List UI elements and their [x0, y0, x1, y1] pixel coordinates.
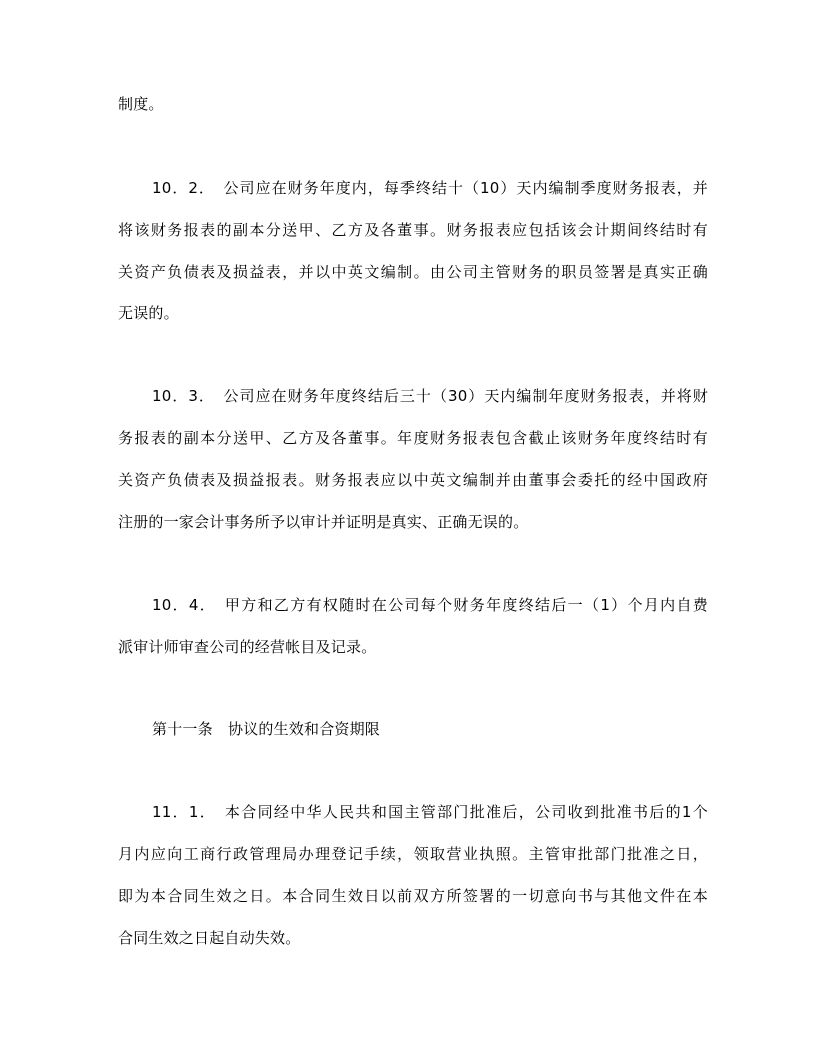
paragraph-line: 注册的一家会计事务所予以审计并证明是真实、正确无误的。: [118, 513, 529, 531]
paragraph-line: 将该财务报表的副本分送甲、乙方及各董事。财务报表应包括该会计期间终结时有: [118, 221, 708, 239]
paragraph-line: 月内应向工商行政管理局办理登记手续，领取营业执照。主管审批部门批准之日，: [118, 845, 708, 863]
clause-10-3-line: 10．3． 公司应在财务年度终结后三十（30）天内编制年度财务报表，并将财: [152, 387, 708, 405]
clause-11-1-line: 11．1． 本合同经中华人民共和国主管部门批准后，公司收到批准书后的1个: [152, 803, 708, 821]
paragraph-line: 派审计师审查公司的经营帐目及记录。: [118, 638, 377, 656]
paragraph-line: 关资产负债表及损益报表。财务报表应以中英文编制并由董事会委托的经中国政府: [118, 471, 708, 489]
paragraph-line: 无误的。: [118, 304, 179, 322]
paragraph-line: 制度。: [118, 95, 164, 113]
paragraph-line: 合同生效之日起自动失效。: [118, 929, 301, 947]
paragraph-line: 务报表的副本分送甲、乙方及各董事。年度财务报表包含截止该财务年度终结时有: [118, 429, 708, 447]
article-11-heading: 第十一条 协议的生效和合资期限: [152, 720, 381, 738]
clause-10-2-line: 10．2． 公司应在财务年度内，每季终结十（10）天内编制季度财务报表，并: [152, 179, 708, 197]
paragraph-line: 关资产负债表及损益表，并以中英文编制。由公司主管财务的职员签署是真实正确: [118, 263, 708, 281]
paragraph-line: 即为本合同生效之日。本合同生效日以前双方所签署的一切意向书与其他文件在本: [118, 887, 708, 905]
clause-10-4-line: 10．4． 甲方和乙方有权随时在公司每个财务年度终结后一（1）个月内自费: [152, 596, 708, 614]
